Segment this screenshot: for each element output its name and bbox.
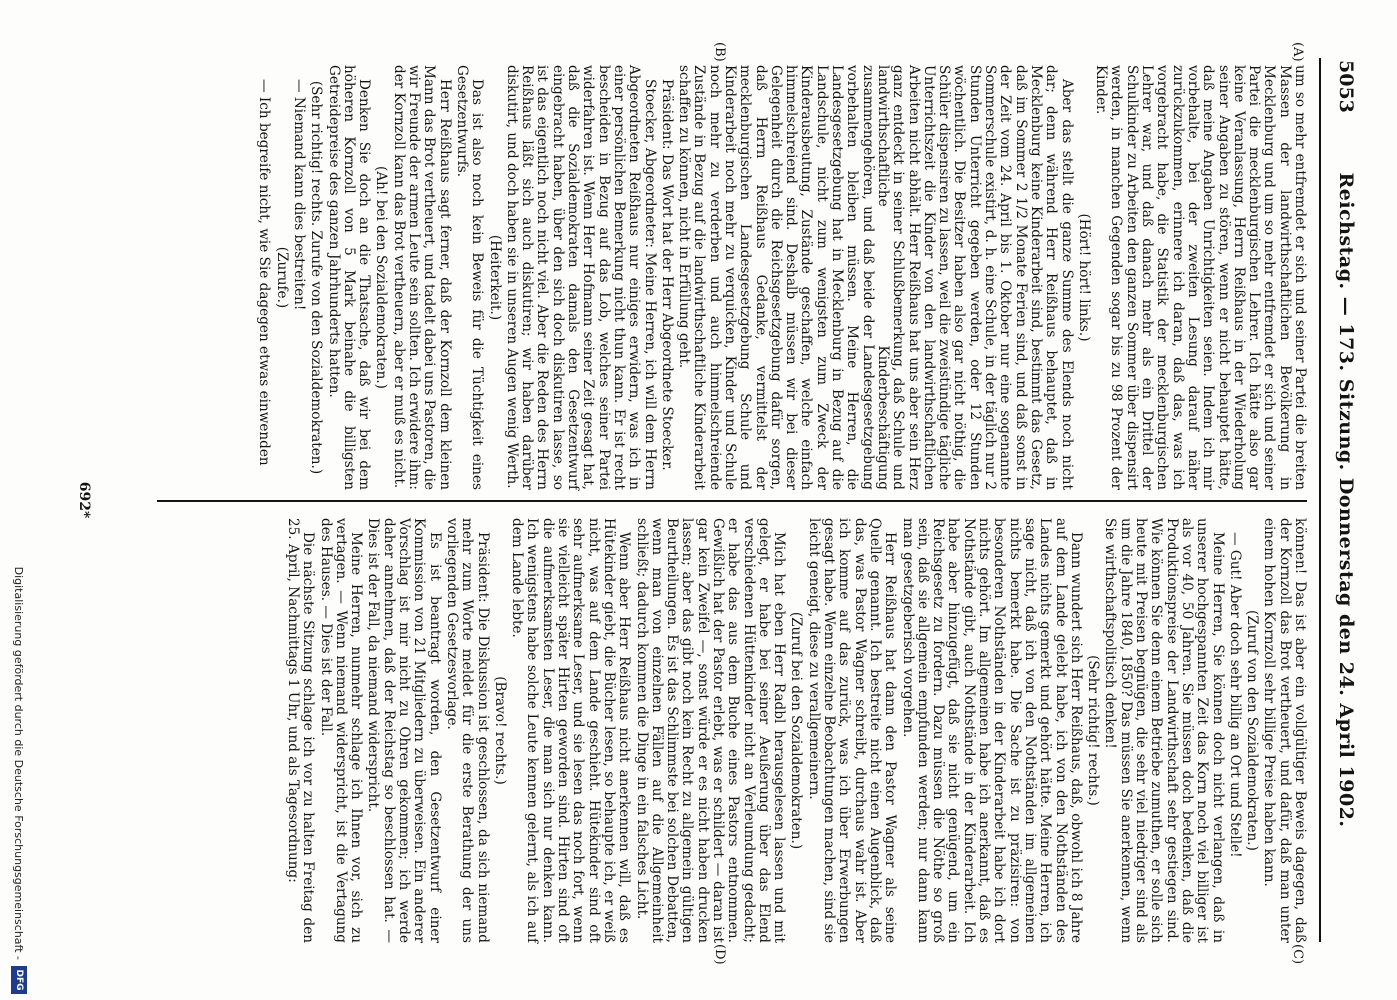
interjection: (Bravo! rechts.)	[491, 676, 508, 785]
paragraph: Das ist also noch kein Beweis für die Tüchtigkeit eines Gesetzentwurfs.	[453, 65, 486, 490]
paragraph: — Ich begreife nicht, wie Sie dagegen etwas einwenden	[256, 79, 273, 466]
header-rule	[1319, 58, 1321, 942]
interjection: (Heiterkeit.)	[486, 234, 503, 321]
left-column	[254, 65, 1307, 490]
paragraph: Wenn aber Herr Reißhaus nicht anerkennen will, daß es Hütekinder giebt, die Bücher lesen, so behaupte ich, er weiß nicht, was auf dem Lande geschieht. Hütekinder sind oft sehr aufmerksame Leser, und sie lesen das noch fort, wenn sie vielleicht später Hirten geworden sind. Hirten sind oft die aufmerksamsten Leser, die man sich nur denken kann. Ich wenigstens habe solche Leute kennen gelernt, als ich auf dem Lande lebte.	[509, 518, 633, 943]
paragraph: Die nächste Sitzung schlage ich vor zu halten Freitag den 25. April, Nachmittags 1 Uhr, und als Tagesordnung:	[285, 518, 317, 943]
paragraph: um so mehr entfremdet er sich und seiner Partei die breiten Massen der landwirthschaftlichen Bevölkerung in Mecklenburg und um so mehr entfremdet er sich und seiner Partei die mecklenburgischen Lehrer. Ich hätte also gar keine Veranlassung, Herrn Reißhaus in der Wiederholung seiner Angaben zu stören, wenn er nicht behauptet hätte, daß meine Angaben Unrichtigkeiten seien. Indem ich mir vorbehalte, bei der zweiten Lesung darauf näher zurückzukommen, erinnere ich daran, daß das, was ich vorgebracht habe, die Statistik der mecklenburgischen Lehrer war, und daß danach mehr als ein Drittel der Schulkinder zu Arbeiten den ganzen Sommer über dispensirt werden, in manchen Gegenden sogar bis zu 98 Prozent der Kinder.	[1093, 65, 1308, 490]
dfg-logo: DFG	[11, 966, 27, 994]
speaker-paragraph: Präsident: Die Diskussion ist geschlossen, da sich niemand mehr zum Worte meldet für die erste Berathung der uns vorliegenden Gesetzesvorlage.	[443, 518, 491, 943]
margin-letter-b: (B)	[712, 42, 727, 62]
right-column	[283, 518, 1307, 943]
paragraph: Aber das stellt die ganze Summe des Elends noch nicht dar; denn während Herr Reißhaus behauptet, daß in Mecklenburg keine Kinderarbeit sind, bestimmt das Gesetz, daß im Sommer 2 1/2 Monate Ferien sind, und daß sonst in der Zeit vom 24. April bis 1. Oktober nur eine sogenannte Sommerschule existirt, d. h. eine Schule, in der täglich nur 2 Stunden Unterricht gegeben werden, oder 12 Stunden wöchentlich. Die Besitzer haben also gar nicht nöthig, die Schüler dispensiren zu lassen, weil die zweistündige tägliche Unterrichtszeit die Kinder von den landwirthschaftlichen Arbeiten nicht abhält. Herr Reißhaus hat uns aber sein Herz ganz entdeckt in seiner Schlußbemerkung, daß Schule und landwirthschaftliche Kinderbeschäftigung zusammengehören, und daß beide der Landesgesetzgebung vorbehalten bleiben müssen. Meine Herren, die Landesgesetzgebung hat in Mecklenburg in Bezug auf die Landschule, nicht zum wenigsten zum Zweck der Kinderausbeutung, Zustände geschaffen, welche einfach himmelschreiend sind. Deshalb müssen wir bei dieser Gelegenheit durch die Reichsgesetzgebung dafür sorgen, daß Herrn Reißhaus Gedanke, vermittelst der mecklenburgischen Landesgesetzgebung Schule und Kinderarbeit noch mehr zu verquicken, Kinder und Schule noch mehr zu verderben und auch himmelschreiende Zustände in Bezug auf die landwirthschaftliche Kinderarbeit schaffen zu können, nicht in Erfüllung geht.	[676, 65, 1075, 490]
paragraph: Meine Herren, Sie können doch nicht verlangen, daß in unserer hochgespannten Zeit das Korn noch viel billiger ist als vor 40, 50 Jahren. Sie müssen doch bedenken, daß die Produktionspreise der Landwirthschaft sehr gestiegen sind. Wie können Sie denn einem Betriebe zumuthen, er solle sich heute mit Preisen begnügen, die sehr viel niedriger sind als um die Jahre 1840, 1850? Das müssen Sie anerkennen, wenn Sie wirthschaftspolitisch denken!	[1102, 518, 1226, 943]
interjection: (Sehr richtig! rechts.)	[1085, 655, 1102, 806]
page-header	[1327, 60, 1357, 940]
page-title: Reichstag. — 173. Sitzung. Donnerstag den 24. April 1902.	[1335, 172, 1357, 828]
paragraph: Herr Reißhaus sagt ferner, daß der Kornzoll dem kleinen Mann das Brot vertheuert, und tadelt dabei uns Pastoren, die wir Freunde der armen Leute sein sollten. Ich erwidere ihm: der Kornzoll kann das Brot vertheuern, aber er muß es nicht.	[390, 65, 453, 490]
interjection: (Ah! bei den Sozialdemokraten.)	[373, 166, 390, 389]
paragraph: Es ist beantragt worden, den Gesetzentwurf einer Kommission von 21 Mitgliedern zu überweisen. Ein anderer Vorschlag ist mir nicht zu Ohren gekommen; ich werde daher annehmen, daß der Reichstag so beschlossen hat. — Dies ist der Fall, da niemand widerspricht.	[365, 518, 443, 943]
interjection: (Zuruf von den Sozialdemokraten.)	[1244, 610, 1261, 851]
interjection: (Zurufe.)	[273, 246, 290, 309]
margin-letter-c: (C)	[1290, 944, 1305, 965]
digitization-note	[7, 0, 27, 1000]
digitization-text: Digitalisierung gefördert durch die Deutsche Forschungsgemeinschaft -	[12, 566, 25, 960]
speaker-paragraph: Präsident: Das Wort hat der Herr Abgeordnete Stoecker.	[658, 79, 675, 471]
speaker-paragraph: Stoecker, Abgeordneter: Meine Herren, ich will dem Herrn Abgeordneten Reißhaus nur einiges erwidern, was ich in einer persönlichen Bemerkung nicht thun kann. Er ist recht bescheiden in Bezug auf das Lob, welches seiner Partei widerfahren ist. Wenn Herr Hofmann seiner Zeit gesagt hat, daß die Sozialdemokraten damals den Gesetzentwurf eingebracht haben, über den sich doch diskutiren lasse, so ist das eigentlich noch nicht viel. Aber die Reden des Herrn Reißhaus läßt sich auch diskutiren; wir haben darüber diskutirt, und doch haben sie in unseren Augen wenig Werth.	[503, 65, 658, 490]
paragraph: können! Das ist aber ein vollgültiger Beweis dagegen, daß der Kornzoll das Brot vertheuert, und dafür, daß man unter einem hohen Kornzoll sehr billige Preise haben kann.	[1261, 518, 1308, 943]
paragraph: Herr Reißhaus hat dann den Pastor Wagner als seine Quelle genannt. Ich bestreite nicht einen Augenblick, daß das, was Pastor Wagner schreibt, durchaus wahr ist. Aber ich komme auf das zurück, was ich über Erwerbungen gesagt habe. Wenn einzelne Beobachtungen machen, sind sie leicht geneigt, diese zu verallgemeinern.	[805, 518, 899, 943]
margin-letter-d: (D)	[712, 944, 727, 965]
page-number: 5053	[1335, 60, 1357, 113]
footer-page-mark: 692*	[76, 481, 92, 519]
interjection: (Zuruf bei den Sozialdemokraten.)	[788, 611, 805, 850]
paragraph: — Gut! Aber doch sehr billig an Ort und Stelle!	[1226, 532, 1243, 858]
interjection: (Hört! hört! links.)	[1075, 213, 1092, 342]
interjection: (Sehr richtig! rechts. Zurufe von den Sozialdemokraten.)	[308, 80, 325, 475]
paragraph: Denken Sie doch an die Thatsache, daß wir bei dem höheren Kornzoll von 5 Mark beinahe die billigsten Getreidepreise des ganzen Jahrhunderts hatten.	[325, 65, 373, 490]
paragraph: — Niemand kann dies bestreiten!	[291, 79, 307, 311]
column-divider	[157, 500, 1307, 502]
margin-letter-a: (A)	[1290, 42, 1305, 62]
paragraph: Meine Herren, nunmehr schlage ich Ihnen vor, sich zu vertagen. — Wenn niemand widerspricht, ist die Vertagung des Hauses. — Dies ist der Fall.	[317, 518, 365, 943]
paragraph: Dann wundert sich Herr Reißhaus, daß, obwohl ich 8 Jahre auf dem Lande gelebt habe, ich von den Nothständen des Landes nichts gemerkt und gehört hätte. Meine Herren, ich sage nicht, daß ich von den Nothständen im allgemeinen nichts bemerkt habe. Die Sache ist zu präzisiren: von besonderen Nothständen in der Kinderarbeit habe ich dort nichts gehört. Im allgemeinen habe ich anerkannt, daß es Nothstände gibt, auch Nothstände in der Kinderarbeit. Ich habe aber hinzugefügt, daß sie nicht genügend, um ein Reichsgesetz zu fordern. Dazu müssen die Nöthe so groß sein, daß sie allgemein empfunden werden; nur dann kann man gesetzgeberisch vorgehen.	[899, 518, 1084, 943]
paragraph: Mich hat eben Herr Radbl herausgelesen lassen und mit gelegt, er habe bei seiner Aeußerung über das Elend verschiedenen Hüttenkinder nicht an Verleumdung gedacht; er habe das aus dem Buche eines Pastors entnommen. Gewißlich hat der Pastor erlebt, was er schildert — daran ist gar kein Zweifel —, sonst würde er es nicht haben drucken lassen; aber das gibt noch kein Recht zu allgemein gültigen Beurtheilungen. Es ist das Schlimmste bei solchen Debatten, wenn man von einzelnen Fällen auf die Allgemeinheit schließt; dadurch kommen die Dinge in ein falsches Licht.	[633, 518, 788, 943]
